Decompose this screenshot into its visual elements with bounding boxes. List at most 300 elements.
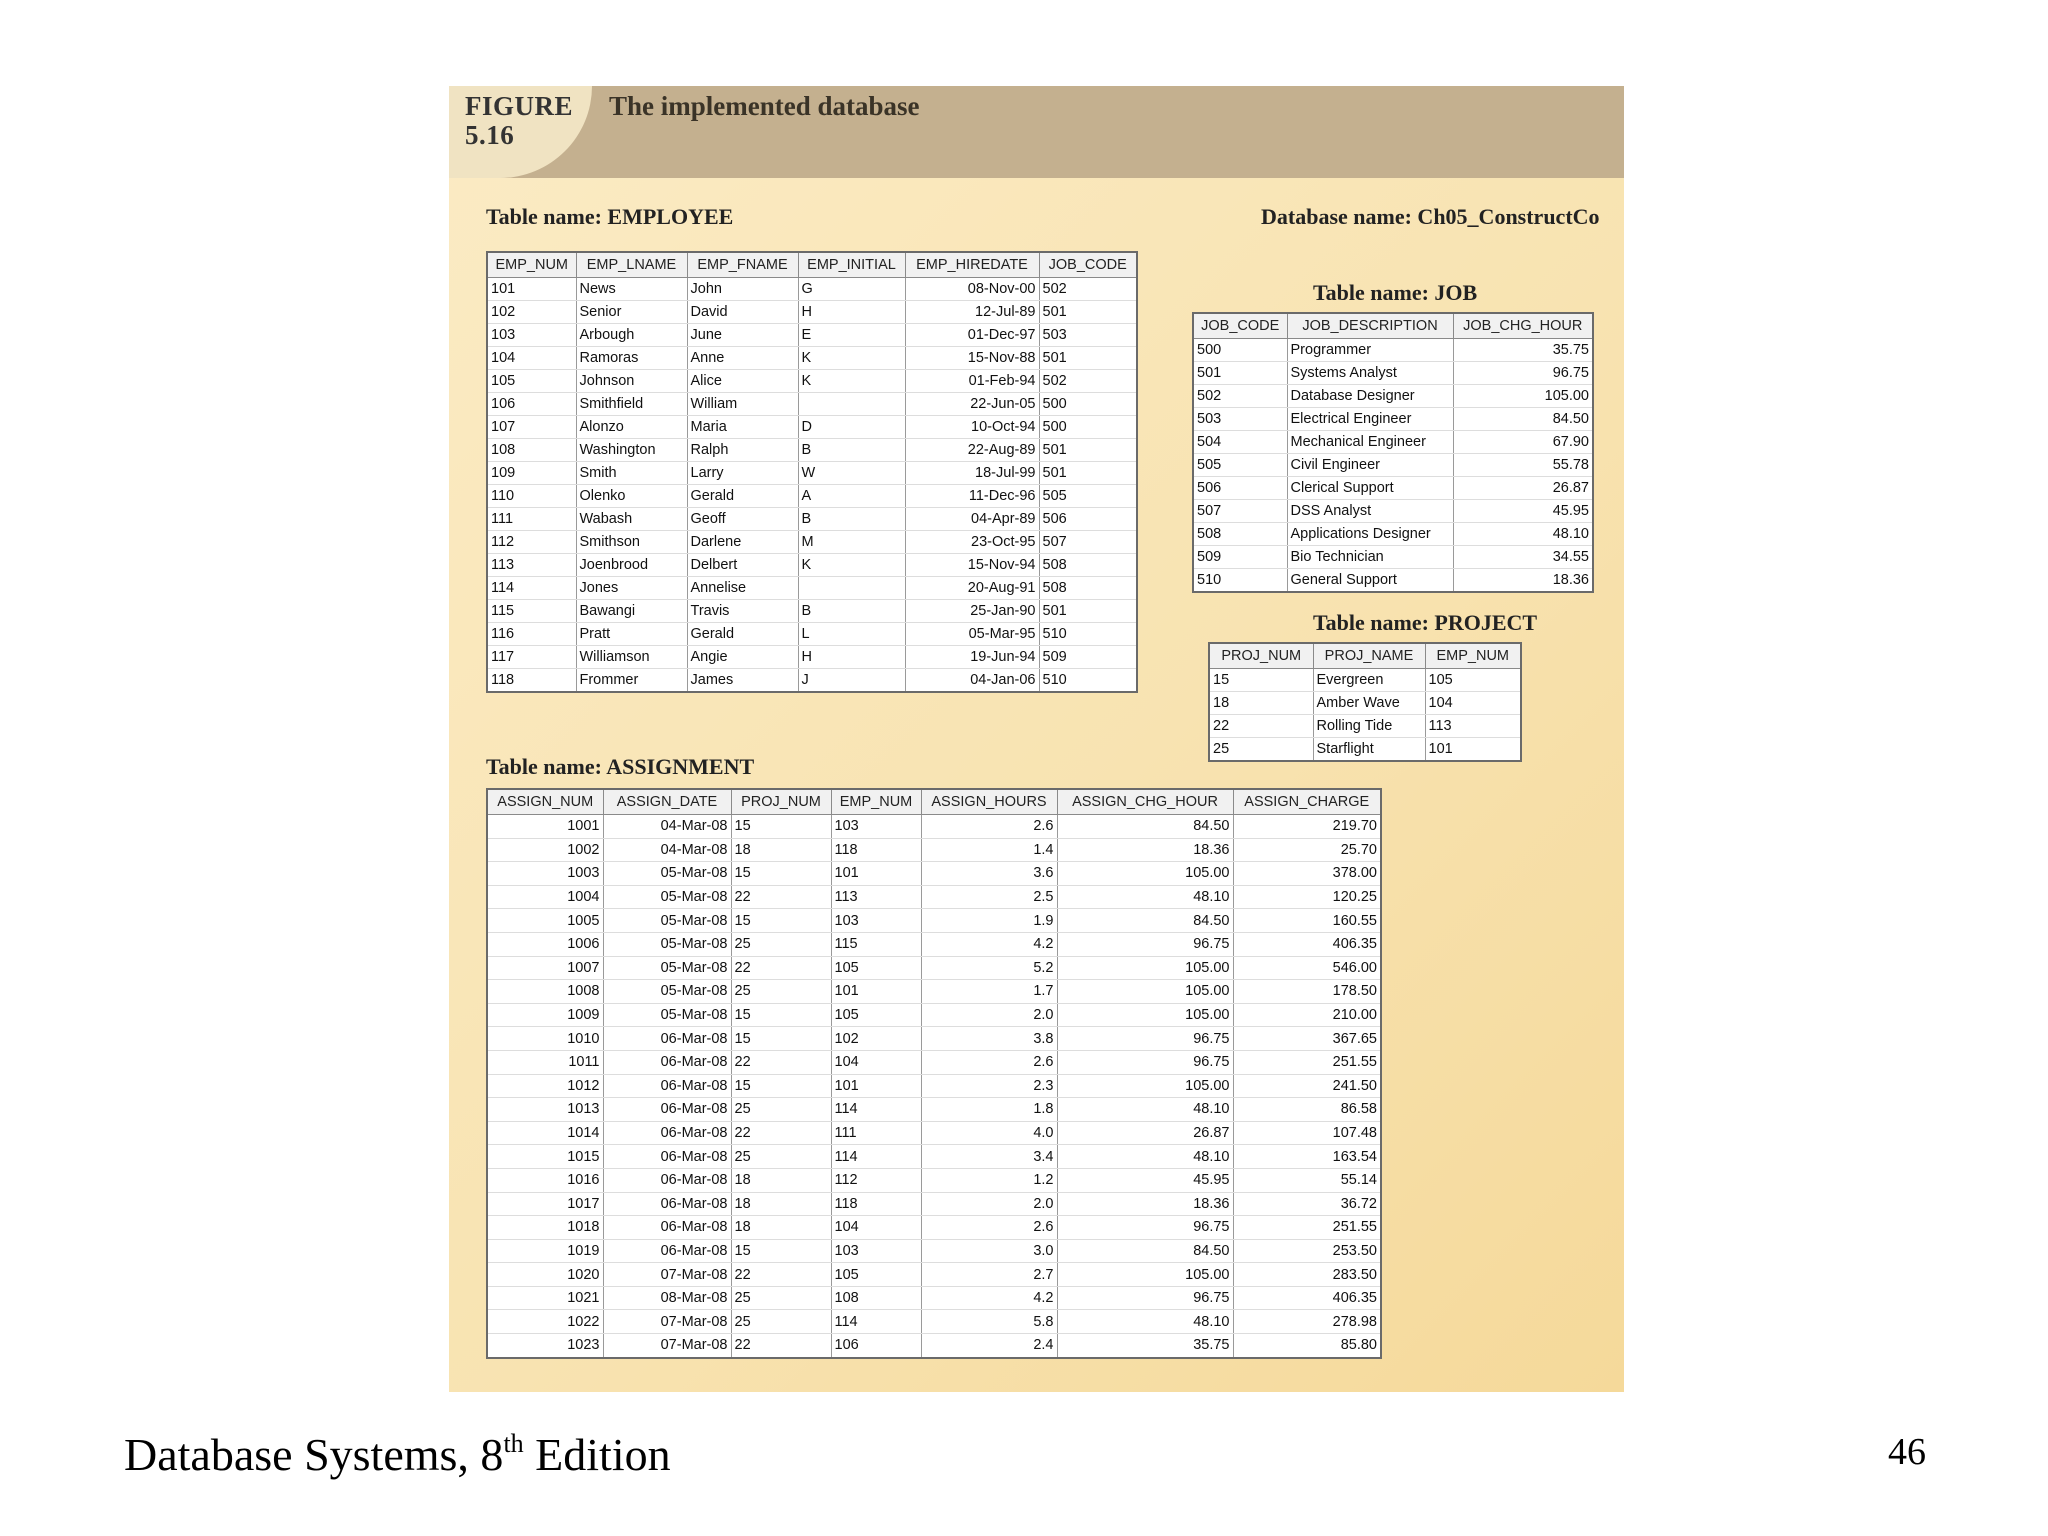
table-cell: David bbox=[687, 301, 798, 324]
table-cell: K bbox=[798, 370, 905, 393]
table-cell: DSS Analyst bbox=[1287, 500, 1453, 523]
table-cell: 1.4 bbox=[921, 838, 1057, 862]
table-cell: 105.00 bbox=[1057, 1074, 1233, 1098]
table-cell: 501 bbox=[1039, 347, 1137, 370]
table-row bbox=[1193, 385, 1593, 408]
table-row bbox=[487, 1263, 1381, 1287]
table-cell: G bbox=[798, 278, 905, 301]
table-cell: 115 bbox=[487, 600, 576, 623]
table-cell: 1021 bbox=[487, 1286, 603, 1310]
table-row bbox=[1209, 715, 1521, 738]
table-cell: 109 bbox=[487, 462, 576, 485]
table-cell: Delbert bbox=[687, 554, 798, 577]
table-cell: 163.54 bbox=[1233, 1145, 1381, 1169]
table-cell: 25 bbox=[731, 1310, 831, 1334]
table-cell: 2.3 bbox=[921, 1074, 1057, 1098]
table-row bbox=[487, 1027, 1381, 1051]
table-cell: 501 bbox=[1039, 439, 1137, 462]
table-cell: 107 bbox=[487, 416, 576, 439]
table-cell: 96.75 bbox=[1057, 932, 1233, 956]
column-header: EMP_NUM bbox=[1425, 643, 1521, 669]
table-cell: 1018 bbox=[487, 1216, 603, 1240]
table-cell: John bbox=[687, 278, 798, 301]
table-cell: 103 bbox=[831, 909, 921, 933]
table-row bbox=[487, 1310, 1381, 1334]
table-cell: 1014 bbox=[487, 1121, 603, 1145]
table-cell: 01-Dec-97 bbox=[905, 324, 1039, 347]
column-header: EMP_INITIAL bbox=[798, 252, 905, 278]
table-cell: 22 bbox=[731, 1121, 831, 1145]
table-cell: 178.50 bbox=[1233, 980, 1381, 1004]
table-cell: 55.14 bbox=[1233, 1168, 1381, 1192]
table-row bbox=[1193, 523, 1593, 546]
table-row bbox=[487, 1003, 1381, 1027]
table-cell: 18.36 bbox=[1057, 1192, 1233, 1216]
column-header: PROJ_NAME bbox=[1313, 643, 1425, 669]
table-row bbox=[487, 1334, 1381, 1358]
table-cell: 06-Mar-08 bbox=[603, 1216, 731, 1240]
table-cell: A bbox=[798, 485, 905, 508]
table-cell: B bbox=[798, 600, 905, 623]
table-cell: 508 bbox=[1193, 523, 1287, 546]
table-cell: 1.2 bbox=[921, 1168, 1057, 1192]
table-cell: 84.50 bbox=[1057, 815, 1233, 839]
table-cell: 111 bbox=[831, 1121, 921, 1145]
table-cell: Ralph bbox=[687, 439, 798, 462]
table-cell: B bbox=[798, 439, 905, 462]
table-cell: 18 bbox=[1209, 692, 1313, 715]
table-row bbox=[1209, 692, 1521, 715]
table-row bbox=[487, 600, 1137, 623]
table-cell: 113 bbox=[831, 885, 921, 909]
column-header: PROJ_NUM bbox=[731, 789, 831, 815]
table-row bbox=[487, 980, 1381, 1004]
table-row bbox=[487, 1168, 1381, 1192]
table-cell: 114 bbox=[831, 1145, 921, 1169]
table-row bbox=[1193, 546, 1593, 569]
database-name-caption: Database name: Ch05_ConstructCo bbox=[1261, 204, 1600, 229]
table-row bbox=[487, 508, 1137, 531]
table-cell: 510 bbox=[1039, 623, 1137, 646]
column-header: ASSIGN_CHG_HOUR bbox=[1057, 789, 1233, 815]
table-cell: Bawangi bbox=[576, 600, 687, 623]
table-cell: June bbox=[687, 324, 798, 347]
table-cell: 101 bbox=[831, 980, 921, 1004]
table-row bbox=[487, 324, 1137, 347]
table-row bbox=[1209, 669, 1521, 692]
table-cell: 251.55 bbox=[1233, 1216, 1381, 1240]
table-cell: 112 bbox=[831, 1168, 921, 1192]
project-table bbox=[1208, 642, 1522, 762]
table-cell: 501 bbox=[1039, 600, 1137, 623]
table-row bbox=[487, 669, 1137, 693]
table-cell: 1012 bbox=[487, 1074, 603, 1098]
table-cell: 503 bbox=[1193, 408, 1287, 431]
table-cell: 05-Mar-95 bbox=[905, 623, 1039, 646]
table-cell: Frommer bbox=[576, 669, 687, 693]
table-cell: 105.00 bbox=[1057, 862, 1233, 886]
table-cell: 1006 bbox=[487, 932, 603, 956]
job-table-caption: Table name: JOB bbox=[1313, 280, 1478, 305]
table-cell: 48.10 bbox=[1057, 1145, 1233, 1169]
column-header: ASSIGN_NUM bbox=[487, 789, 603, 815]
table-row bbox=[487, 862, 1381, 886]
table-cell: 2.7 bbox=[921, 1263, 1057, 1287]
table-cell: 507 bbox=[1039, 531, 1137, 554]
employee-table-caption: Table name: EMPLOYEE bbox=[486, 204, 734, 229]
table-cell: Smithfield bbox=[576, 393, 687, 416]
table-cell: 18.36 bbox=[1453, 569, 1593, 593]
table-cell: 96.75 bbox=[1057, 1050, 1233, 1074]
table-cell: William bbox=[687, 393, 798, 416]
table-cell: 15 bbox=[1209, 669, 1313, 692]
table-cell: 36.72 bbox=[1233, 1192, 1381, 1216]
table-cell: 113 bbox=[1425, 715, 1521, 738]
table-cell: 05-Mar-08 bbox=[603, 1003, 731, 1027]
table-cell: 283.50 bbox=[1233, 1263, 1381, 1287]
table-row bbox=[1193, 569, 1593, 593]
table-row bbox=[487, 1121, 1381, 1145]
table-cell: 07-Mar-08 bbox=[603, 1310, 731, 1334]
table-cell: 06-Mar-08 bbox=[603, 1098, 731, 1122]
table-cell: 113 bbox=[487, 554, 576, 577]
page-number: 46 bbox=[1888, 1431, 1926, 1473]
footer-title-main: Database Systems, 8 bbox=[124, 1429, 504, 1480]
table-cell: 367.65 bbox=[1233, 1027, 1381, 1051]
table-cell: 120.25 bbox=[1233, 885, 1381, 909]
figure-panel bbox=[449, 86, 1624, 1392]
table-cell bbox=[798, 577, 905, 600]
table-cell bbox=[798, 393, 905, 416]
table-cell: 504 bbox=[1193, 431, 1287, 454]
table-cell: 115 bbox=[831, 932, 921, 956]
table-cell: 12-Jul-89 bbox=[905, 301, 1039, 324]
table-cell: 500 bbox=[1193, 339, 1287, 362]
table-cell: Systems Analyst bbox=[1287, 362, 1453, 385]
table-row bbox=[1209, 738, 1521, 762]
table-cell: 35.75 bbox=[1057, 1334, 1233, 1358]
table-cell: 108 bbox=[487, 439, 576, 462]
table-cell: Arbough bbox=[576, 324, 687, 347]
table-row bbox=[487, 956, 1381, 980]
table-cell: 2.6 bbox=[921, 1216, 1057, 1240]
column-header: PROJ_NUM bbox=[1209, 643, 1313, 669]
job-table bbox=[1192, 312, 1594, 593]
table-cell: Civil Engineer bbox=[1287, 454, 1453, 477]
table-cell: 500 bbox=[1039, 393, 1137, 416]
figure-label: FIGURE bbox=[465, 91, 574, 121]
table-cell: 18 bbox=[731, 838, 831, 862]
table-cell: 25 bbox=[731, 1145, 831, 1169]
table-cell: 22 bbox=[731, 1050, 831, 1074]
table-cell: 101 bbox=[831, 1074, 921, 1098]
column-header: JOB_CODE bbox=[1193, 313, 1287, 339]
table-cell: 1022 bbox=[487, 1310, 603, 1334]
table-cell: 20-Aug-91 bbox=[905, 577, 1039, 600]
table-cell: 96.75 bbox=[1453, 362, 1593, 385]
table-row bbox=[487, 1074, 1381, 1098]
table-cell: M bbox=[798, 531, 905, 554]
table-row bbox=[487, 1145, 1381, 1169]
table-cell: 1005 bbox=[487, 909, 603, 933]
column-header: EMP_NUM bbox=[487, 252, 576, 278]
header-row bbox=[487, 252, 1137, 278]
table-cell: 506 bbox=[1193, 477, 1287, 500]
table-cell: 1019 bbox=[487, 1239, 603, 1263]
table-cell: Annelise bbox=[687, 577, 798, 600]
table-cell: 04-Apr-89 bbox=[905, 508, 1039, 531]
table-cell: 18 bbox=[731, 1168, 831, 1192]
table-cell: 1001 bbox=[487, 815, 603, 839]
table-cell: 1020 bbox=[487, 1263, 603, 1287]
table-cell: Geoff bbox=[687, 508, 798, 531]
table-cell: 510 bbox=[1193, 569, 1287, 593]
table-cell: 06-Mar-08 bbox=[603, 1145, 731, 1169]
table-cell: 18 bbox=[731, 1192, 831, 1216]
table-cell: 104 bbox=[487, 347, 576, 370]
table-cell: Mechanical Engineer bbox=[1287, 431, 1453, 454]
table-cell: 103 bbox=[831, 1239, 921, 1263]
table-cell: 1023 bbox=[487, 1334, 603, 1358]
header-row bbox=[487, 789, 1381, 815]
header-row bbox=[1209, 643, 1521, 669]
table-cell: 1009 bbox=[487, 1003, 603, 1027]
table-cell: 15 bbox=[731, 862, 831, 886]
table-cell: 04-Mar-08 bbox=[603, 838, 731, 862]
table-cell: 103 bbox=[487, 324, 576, 347]
table-cell: 15 bbox=[731, 1239, 831, 1263]
table-row bbox=[487, 1286, 1381, 1310]
table-cell: Darlene bbox=[687, 531, 798, 554]
table-cell: Washington bbox=[576, 439, 687, 462]
table-cell: 114 bbox=[831, 1310, 921, 1334]
table-cell: Gerald bbox=[687, 623, 798, 646]
table-cell: Bio Technician bbox=[1287, 546, 1453, 569]
table-cell: 105.00 bbox=[1057, 1263, 1233, 1287]
table-cell: Clerical Support bbox=[1287, 477, 1453, 500]
table-row bbox=[1193, 454, 1593, 477]
table-row bbox=[1193, 477, 1593, 500]
table-cell: 84.50 bbox=[1453, 408, 1593, 431]
table-row bbox=[487, 623, 1137, 646]
table-cell: 502 bbox=[1039, 370, 1137, 393]
table-cell: 22 bbox=[731, 1334, 831, 1358]
column-header: ASSIGN_HOURS bbox=[921, 789, 1057, 815]
table-cell: 102 bbox=[831, 1027, 921, 1051]
table-cell: 101 bbox=[1425, 738, 1521, 762]
column-header: EMP_HIREDATE bbox=[905, 252, 1039, 278]
column-header: EMP_NUM bbox=[831, 789, 921, 815]
table-cell: 101 bbox=[831, 862, 921, 886]
table-cell: 86.58 bbox=[1233, 1098, 1381, 1122]
column-header: JOB_CODE bbox=[1039, 252, 1137, 278]
table-row bbox=[487, 347, 1137, 370]
table-cell: Senior bbox=[576, 301, 687, 324]
table-row bbox=[487, 646, 1137, 669]
table-cell: Wabash bbox=[576, 508, 687, 531]
table-cell: 506 bbox=[1039, 508, 1137, 531]
table-cell: 25 bbox=[731, 980, 831, 1004]
table-cell: 104 bbox=[1425, 692, 1521, 715]
table-cell: Olenko bbox=[576, 485, 687, 508]
table-cell: 07-Mar-08 bbox=[603, 1263, 731, 1287]
table-cell: Alonzo bbox=[576, 416, 687, 439]
footer-book-title bbox=[124, 1428, 671, 1481]
table-cell: Gerald bbox=[687, 485, 798, 508]
table-cell: Smith bbox=[576, 462, 687, 485]
table-cell: Maria bbox=[687, 416, 798, 439]
table-cell: 22 bbox=[731, 956, 831, 980]
table-cell: 5.8 bbox=[921, 1310, 1057, 1334]
table-cell: Pratt bbox=[576, 623, 687, 646]
table-cell: News bbox=[576, 278, 687, 301]
table-cell: 1.7 bbox=[921, 980, 1057, 1004]
table-row bbox=[1193, 408, 1593, 431]
table-cell: 07-Mar-08 bbox=[603, 1334, 731, 1358]
table-cell: Alice bbox=[687, 370, 798, 393]
table-row bbox=[487, 1098, 1381, 1122]
table-cell: 1013 bbox=[487, 1098, 603, 1122]
table-row bbox=[487, 932, 1381, 956]
table-cell: 210.00 bbox=[1233, 1003, 1381, 1027]
table-cell: 108 bbox=[831, 1286, 921, 1310]
table-cell: Ramoras bbox=[576, 347, 687, 370]
table-cell: K bbox=[798, 347, 905, 370]
table-cell: 25-Jan-90 bbox=[905, 600, 1039, 623]
table-cell: 05-Mar-08 bbox=[603, 862, 731, 886]
table-cell: 111 bbox=[487, 508, 576, 531]
table-cell: 505 bbox=[1039, 485, 1137, 508]
table-cell: 06-Mar-08 bbox=[603, 1121, 731, 1145]
table-row bbox=[487, 909, 1381, 933]
table-cell: 2.6 bbox=[921, 815, 1057, 839]
table-row bbox=[487, 1050, 1381, 1074]
table-cell: L bbox=[798, 623, 905, 646]
table-cell: 15-Nov-94 bbox=[905, 554, 1039, 577]
table-cell: 15 bbox=[731, 909, 831, 933]
table-cell: 22 bbox=[731, 885, 831, 909]
table-cell: 160.55 bbox=[1233, 909, 1381, 933]
table-cell: 508 bbox=[1039, 554, 1137, 577]
table-cell: 507 bbox=[1193, 500, 1287, 523]
table-cell: 01-Feb-94 bbox=[905, 370, 1039, 393]
table-cell: 15 bbox=[731, 1074, 831, 1098]
table-cell: 25 bbox=[731, 1286, 831, 1310]
table-cell: 106 bbox=[487, 393, 576, 416]
table-cell: 107.48 bbox=[1233, 1121, 1381, 1145]
table-row bbox=[487, 1216, 1381, 1240]
table-cell: 15-Nov-88 bbox=[905, 347, 1039, 370]
table-cell: 118 bbox=[831, 1192, 921, 1216]
table-cell: 23-Oct-95 bbox=[905, 531, 1039, 554]
table-cell: Joenbrood bbox=[576, 554, 687, 577]
table-cell: 112 bbox=[487, 531, 576, 554]
table-cell: 103 bbox=[831, 815, 921, 839]
table-cell: Angie bbox=[687, 646, 798, 669]
table-cell: 48.10 bbox=[1057, 1098, 1233, 1122]
table-cell: 15 bbox=[731, 815, 831, 839]
table-cell: 84.50 bbox=[1057, 1239, 1233, 1263]
table-cell: 508 bbox=[1039, 577, 1137, 600]
table-cell: 18-Jul-99 bbox=[905, 462, 1039, 485]
table-cell: 26.87 bbox=[1057, 1121, 1233, 1145]
table-cell: Electrical Engineer bbox=[1287, 408, 1453, 431]
table-cell: General Support bbox=[1287, 569, 1453, 593]
table-cell: J bbox=[798, 669, 905, 693]
table-cell: 502 bbox=[1039, 278, 1137, 301]
table-cell: 501 bbox=[1039, 462, 1137, 485]
assignment-table-caption: Table name: ASSIGNMENT bbox=[486, 754, 755, 779]
table-cell: 22 bbox=[1209, 715, 1313, 738]
table-row bbox=[1193, 362, 1593, 385]
table-cell: H bbox=[798, 301, 905, 324]
header-row bbox=[1193, 313, 1593, 339]
table-row bbox=[487, 278, 1137, 301]
table-cell: 48.10 bbox=[1057, 885, 1233, 909]
table-cell: 116 bbox=[487, 623, 576, 646]
table-cell: 67.90 bbox=[1453, 431, 1593, 454]
table-cell: 3.6 bbox=[921, 862, 1057, 886]
table-cell: 05-Mar-08 bbox=[603, 909, 731, 933]
project-table-caption: Table name: PROJECT bbox=[1313, 610, 1538, 635]
table-cell: 48.10 bbox=[1453, 523, 1593, 546]
table-cell: 22 bbox=[731, 1263, 831, 1287]
column-header: ASSIGN_DATE bbox=[603, 789, 731, 815]
table-cell: 25.70 bbox=[1233, 838, 1381, 862]
table-cell: 3.4 bbox=[921, 1145, 1057, 1169]
table-cell: 5.2 bbox=[921, 956, 1057, 980]
table-cell: E bbox=[798, 324, 905, 347]
table-cell: 505 bbox=[1193, 454, 1287, 477]
table-cell: James bbox=[687, 669, 798, 693]
table-cell: 22-Aug-89 bbox=[905, 439, 1039, 462]
table-row bbox=[487, 439, 1137, 462]
table-cell: 85.80 bbox=[1233, 1334, 1381, 1358]
table-cell: 546.00 bbox=[1233, 956, 1381, 980]
table-cell: 3.0 bbox=[921, 1239, 1057, 1263]
table-cell: 1007 bbox=[487, 956, 603, 980]
table-cell: 500 bbox=[1039, 416, 1137, 439]
column-header: JOB_DESCRIPTION bbox=[1287, 313, 1453, 339]
column-header: EMP_FNAME bbox=[687, 252, 798, 278]
table-cell: 378.00 bbox=[1233, 862, 1381, 886]
table-cell: 501 bbox=[1193, 362, 1287, 385]
table-cell: 1016 bbox=[487, 1168, 603, 1192]
figure-number: 5.16 bbox=[465, 120, 515, 150]
table-row bbox=[1193, 431, 1593, 454]
table-cell: Amber Wave bbox=[1313, 692, 1425, 715]
table-cell: 510 bbox=[1039, 669, 1137, 693]
table-cell: 509 bbox=[1193, 546, 1287, 569]
table-cell: 106 bbox=[831, 1334, 921, 1358]
table-cell: Jones bbox=[576, 577, 687, 600]
table-cell: 104 bbox=[831, 1050, 921, 1074]
table-cell: 2.6 bbox=[921, 1050, 1057, 1074]
table-cell: 2.0 bbox=[921, 1003, 1057, 1027]
table-row bbox=[487, 416, 1137, 439]
table-cell: Rolling Tide bbox=[1313, 715, 1425, 738]
table-row bbox=[1193, 500, 1593, 523]
table-cell: 48.10 bbox=[1057, 1310, 1233, 1334]
table-cell: 101 bbox=[487, 278, 576, 301]
table-row bbox=[487, 1192, 1381, 1216]
table-cell: 15 bbox=[731, 1003, 831, 1027]
table-cell: Johnson bbox=[576, 370, 687, 393]
table-cell: 55.78 bbox=[1453, 454, 1593, 477]
table-cell: Evergreen bbox=[1313, 669, 1425, 692]
table-cell: 1.8 bbox=[921, 1098, 1057, 1122]
table-cell: 1015 bbox=[487, 1145, 603, 1169]
